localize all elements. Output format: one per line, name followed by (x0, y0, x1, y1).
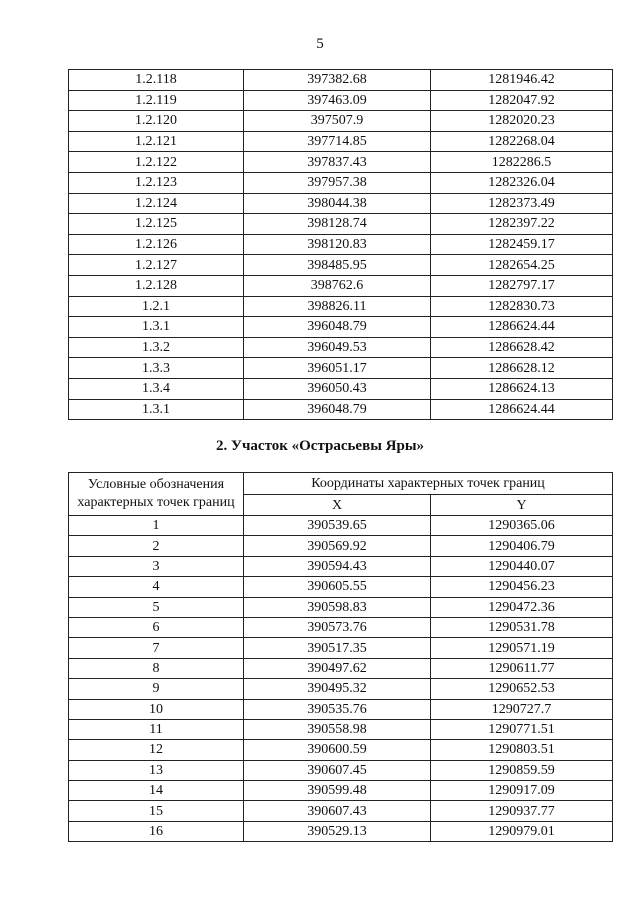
y-column-header: Y (431, 495, 613, 516)
x-coordinate-cell: 390599.48 (244, 781, 431, 801)
x-coordinate-cell: 397837.43 (244, 152, 431, 173)
table-row (69, 234, 613, 255)
table-row (69, 699, 613, 719)
table-row (69, 255, 613, 276)
point-id-cell: 1.2.126 (69, 234, 244, 255)
y-coordinate-cell: 1286628.12 (431, 358, 613, 379)
table-row (69, 597, 613, 617)
table-row (69, 399, 613, 420)
table-row (69, 536, 613, 556)
x-coordinate-cell: 390600.59 (244, 740, 431, 760)
y-coordinate-cell: 1282286.5 (431, 152, 613, 173)
table-row (69, 556, 613, 576)
y-coordinate-cell: 1290859.59 (431, 760, 613, 780)
point-id-cell: 1.2.128 (69, 275, 244, 296)
y-coordinate-cell: 1282326.04 (431, 172, 613, 193)
y-coordinate-cell: 1286624.44 (431, 317, 613, 338)
y-coordinate-cell: 1282459.17 (431, 234, 613, 255)
section-title: 2. Участок «Острасьевы Яры» (215, 438, 425, 454)
table-row (69, 378, 613, 399)
y-coordinate-cell: 1290365.06 (431, 516, 613, 536)
x-coordinate-cell: 390569.92 (244, 536, 431, 556)
y-coordinate-cell: 1290440.07 (431, 556, 613, 576)
table-row (69, 577, 613, 597)
x-coordinate-cell: 398762.6 (244, 275, 431, 296)
table-row (69, 296, 613, 317)
x-coordinate-cell: 396050.43 (244, 378, 431, 399)
table-row (69, 658, 613, 678)
x-coordinate-cell: 390573.76 (244, 617, 431, 637)
y-coordinate-cell: 1286628.42 (431, 337, 613, 358)
point-id-cell: 11 (69, 719, 244, 739)
table-row (69, 317, 613, 338)
y-coordinate-cell: 1282268.04 (431, 131, 613, 152)
table-row (69, 131, 613, 152)
table-row (69, 358, 613, 379)
point-id-cell: 5 (69, 597, 244, 617)
x-coordinate-cell: 390605.55 (244, 577, 431, 597)
x-coordinate-cell: 397507.9 (244, 111, 431, 132)
point-id-cell: 14 (69, 781, 244, 801)
point-id-cell: 1.2.122 (69, 152, 244, 173)
point-id-cell: 1.2.118 (69, 70, 244, 91)
point-id-cell: 1.3.2 (69, 337, 244, 358)
point-id-cell: 1.2.121 (69, 131, 244, 152)
table-row (69, 214, 613, 235)
y-coordinate-cell: 1290727.7 (431, 699, 613, 719)
table-row (69, 617, 613, 637)
x-coordinate-cell: 390539.65 (244, 516, 431, 536)
y-coordinate-cell: 1286624.44 (431, 399, 613, 420)
y-coordinate-cell: 1290979.01 (431, 821, 613, 841)
point-id-cell: 9 (69, 679, 244, 699)
x-column-header: X (244, 495, 431, 516)
point-id-cell: 15 (69, 801, 244, 821)
table-row (69, 172, 613, 193)
x-coordinate-cell: 396048.79 (244, 399, 431, 420)
table-row (69, 760, 613, 780)
x-coordinate-cell: 390558.98 (244, 719, 431, 739)
x-coordinate-cell: 390529.13 (244, 821, 431, 841)
point-id-cell: 10 (69, 699, 244, 719)
y-coordinate-cell: 1282020.23 (431, 111, 613, 132)
point-id-cell: 1.2.119 (69, 90, 244, 111)
coords-label-header: Координаты характерных точек границ (244, 473, 613, 495)
table-row (69, 719, 613, 739)
point-id-cell: 3 (69, 556, 244, 576)
table-row (69, 679, 613, 699)
table-row (69, 821, 613, 841)
coordinates-table-body (69, 70, 613, 420)
point-id-cell: 1.3.3 (69, 358, 244, 379)
x-coordinate-cell: 390598.83 (244, 597, 431, 617)
x-coordinate-cell: 390594.43 (244, 556, 431, 576)
y-coordinate-cell: 1290803.51 (431, 740, 613, 760)
table-row (69, 152, 613, 173)
coordinates-table-continued (68, 69, 613, 420)
y-coordinate-cell: 1282397.22 (431, 214, 613, 235)
x-coordinate-cell: 390497.62 (244, 658, 431, 678)
y-coordinate-cell: 1282047.92 (431, 90, 613, 111)
table-row (69, 275, 613, 296)
x-coordinate-cell: 397382.68 (244, 70, 431, 91)
point-id-cell: 1.3.1 (69, 317, 244, 338)
y-coordinate-cell: 1290652.53 (431, 679, 613, 699)
table-row (69, 70, 613, 91)
y-coordinate-cell: 1282654.25 (431, 255, 613, 276)
point-id-cell: 1.3.1 (69, 399, 244, 420)
point-id-cell: 1 (69, 516, 244, 536)
x-coordinate-cell: 396048.79 (244, 317, 431, 338)
point-id-cell: 1.2.124 (69, 193, 244, 214)
x-coordinate-cell: 390607.45 (244, 760, 431, 780)
y-coordinate-cell: 1282373.49 (431, 193, 613, 214)
x-coordinate-cell: 398128.74 (244, 214, 431, 235)
table-row (69, 781, 613, 801)
table-row (69, 337, 613, 358)
point-id-cell: 1.2.1 (69, 296, 244, 317)
point-id-cell: 7 (69, 638, 244, 658)
point-id-cell: 1.2.125 (69, 214, 244, 235)
x-coordinate-cell: 397957.38 (244, 172, 431, 193)
x-coordinate-cell: 397463.09 (244, 90, 431, 111)
point-id-cell: 1.2.123 (69, 172, 244, 193)
section2-coordinates-table (68, 472, 613, 842)
point-id-cell: 13 (69, 760, 244, 780)
y-coordinate-cell: 1282797.17 (431, 275, 613, 296)
point-id-cell: 8 (69, 658, 244, 678)
x-coordinate-cell: 390495.32 (244, 679, 431, 699)
x-coordinate-cell: 398044.38 (244, 193, 431, 214)
section2-table-body (69, 516, 613, 842)
x-coordinate-cell: 398826.11 (244, 296, 431, 317)
table-row (69, 90, 613, 111)
table-row (69, 193, 613, 214)
x-coordinate-cell: 397714.85 (244, 131, 431, 152)
table-row (69, 638, 613, 658)
x-coordinate-cell: 390535.76 (244, 699, 431, 719)
table-row (69, 111, 613, 132)
y-coordinate-cell: 1290571.19 (431, 638, 613, 658)
y-coordinate-cell: 1290611.77 (431, 658, 613, 678)
y-coordinate-cell: 1290472.36 (431, 597, 613, 617)
y-coordinate-cell: 1290531.78 (431, 617, 613, 637)
y-coordinate-cell: 1290917.09 (431, 781, 613, 801)
table-row (69, 516, 613, 536)
point-id-cell: 6 (69, 617, 244, 637)
y-coordinate-cell: 1290937.77 (431, 801, 613, 821)
x-coordinate-cell: 396049.53 (244, 337, 431, 358)
point-id-cell: 12 (69, 740, 244, 760)
y-coordinate-cell: 1290771.51 (431, 719, 613, 739)
y-coordinate-cell: 1286624.13 (431, 378, 613, 399)
y-coordinate-cell: 1290406.79 (431, 536, 613, 556)
point-id-cell: 1.3.4 (69, 378, 244, 399)
x-coordinate-cell: 398485.95 (244, 255, 431, 276)
table-row (69, 801, 613, 821)
x-coordinate-cell: 390517.35 (244, 638, 431, 658)
point-label-header: Условные обозначения характерных точек границ (69, 473, 244, 516)
table-row (69, 740, 613, 760)
point-id-cell: 1.2.127 (69, 255, 244, 276)
y-coordinate-cell: 1290456.23 (431, 577, 613, 597)
table-header (69, 473, 613, 516)
x-coordinate-cell: 398120.83 (244, 234, 431, 255)
x-coordinate-cell: 396051.17 (244, 358, 431, 379)
page-number: 5 (316, 36, 324, 52)
point-id-cell: 4 (69, 577, 244, 597)
point-id-cell: 1.2.120 (69, 111, 244, 132)
y-coordinate-cell: 1281946.42 (431, 70, 613, 91)
y-coordinate-cell: 1282830.73 (431, 296, 613, 317)
point-id-cell: 16 (69, 821, 244, 841)
x-coordinate-cell: 390607.43 (244, 801, 431, 821)
point-id-cell: 2 (69, 536, 244, 556)
